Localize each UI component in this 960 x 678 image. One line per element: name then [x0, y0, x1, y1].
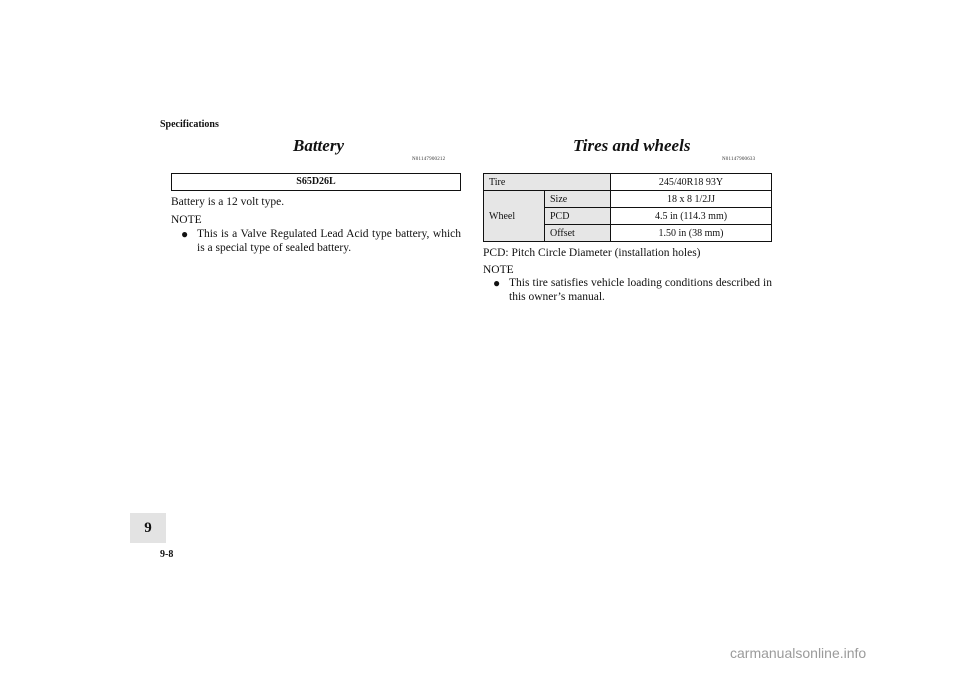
- battery-text: Battery is a 12 volt type.: [171, 196, 285, 208]
- tire-label-cell: Tire: [484, 174, 611, 191]
- bullet-icon: ●: [493, 276, 501, 290]
- pcd-value-cell: 4.5 in (114.3 mm): [611, 208, 772, 225]
- pcd-label-cell: PCD: [545, 208, 611, 225]
- battery-note-text: This is a Valve Regulated Lead Acid type battery, which is a special type of sealed battery.: [197, 228, 461, 254]
- battery-title: Battery: [293, 136, 344, 155]
- battery-note: [171, 227, 461, 255]
- tires-note-text: This tire satisfies vehicle loading conditions described in this owner’s manual.: [509, 277, 772, 303]
- size-value-cell: 18 x 8 1/2JJ: [611, 191, 772, 208]
- tire-value-cell: 245/40R18 93Y: [611, 174, 772, 191]
- chapter-tab: 9: [130, 513, 166, 543]
- offset-value-cell: 1.50 in (38 mm): [611, 225, 772, 242]
- offset-label-cell: Offset: [545, 225, 611, 242]
- bullet-icon: ●: [181, 227, 189, 241]
- battery-note-label: NOTE: [171, 214, 202, 226]
- battery-code: N01147900212: [412, 157, 446, 162]
- watermark: carmanualsonline.info: [730, 645, 867, 661]
- section-header: Specifications: [160, 119, 219, 130]
- battery-model-box: S65D26L: [171, 173, 461, 191]
- wheel-label-cell: Wheel: [484, 191, 545, 242]
- pcd-definition: PCD: Pitch Circle Diameter (installation holes): [483, 247, 701, 259]
- table-row: [484, 191, 772, 208]
- tires-note-label: NOTE: [483, 264, 514, 276]
- tires-spec-table: [483, 173, 772, 242]
- tires-note: [483, 276, 772, 304]
- size-label-cell: Size: [545, 191, 611, 208]
- tires-title: Tires and wheels: [573, 136, 691, 155]
- page-number: 9-8: [160, 549, 174, 560]
- table-row: [484, 174, 772, 191]
- tires-code: N01147900633: [722, 157, 756, 162]
